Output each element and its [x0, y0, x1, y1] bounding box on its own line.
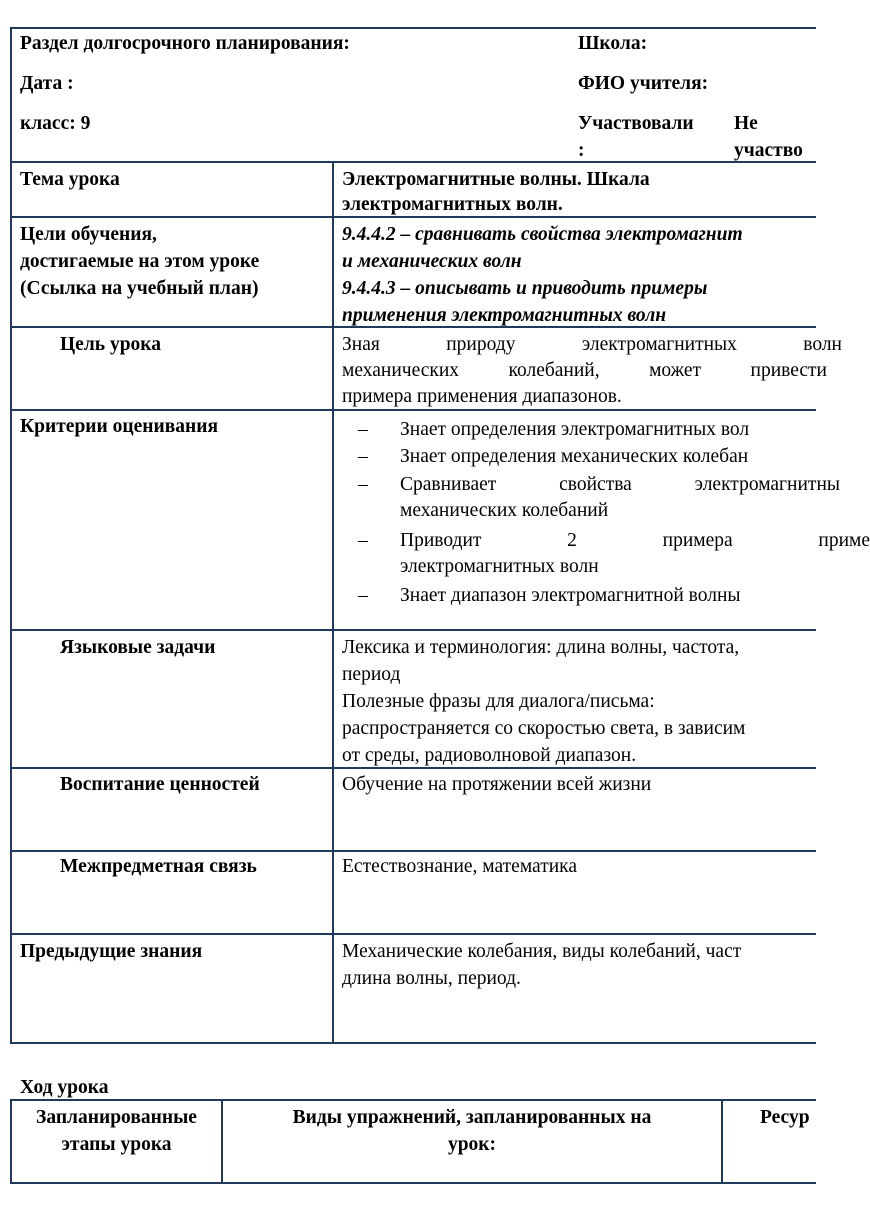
- criteria-item-text: Сравнивает свойства электромагнитны: [400, 474, 840, 495]
- goal-objective-1: 9.4.4.2 – сравнивать свойства электромагнит: [342, 224, 743, 245]
- cross-subject-label: Межпредметная связь: [60, 856, 257, 877]
- flow-col-stages-header: [12, 1104, 221, 1158]
- criteria-item-text-cont: механических колебаний: [400, 500, 609, 521]
- lesson-goal-value-line-3: примера применения диапазонов.: [342, 386, 622, 407]
- participated-label: Участвовали: [578, 113, 694, 134]
- lesson-goal-label: Цель урока: [60, 334, 161, 355]
- goals-label-line-2: достигаемые на этом уроке: [20, 251, 260, 272]
- row-divider: [10, 850, 816, 852]
- flow-col-stages-line-1: Запланированные: [36, 1107, 197, 1128]
- row-divider: [10, 161, 816, 163]
- language-value-line-4: распространяется со скоростью света, в зависим: [342, 718, 746, 739]
- criteria-label: Критерии оценивания: [20, 416, 219, 437]
- language-value-line-5: от среды, радиоволновой диапазон.: [342, 745, 637, 766]
- dash-bullet: –: [358, 419, 368, 440]
- goal-objective-1-cont: и механических волн: [342, 251, 522, 272]
- flow-table-top: [10, 1099, 816, 1101]
- goals-label-line-3: (Ссылка на учебный план): [20, 278, 259, 299]
- lesson-goal-value-line-2: механических колебаний, может привести: [342, 360, 827, 381]
- goals-label: Цели обучения,: [20, 224, 157, 245]
- language-value-line-1: Лексика и терминология: длина волны, частота,: [342, 637, 740, 658]
- criteria-item: [358, 582, 818, 609]
- criteria-item: [358, 443, 818, 470]
- topic-label: Тема урока: [20, 169, 120, 190]
- cross-subject-value: Естествознание, математика: [342, 856, 577, 877]
- prior-knowledge-value-line-1: Механические колебания, виды колебаний, част: [342, 941, 742, 962]
- row-divider: [10, 933, 816, 935]
- dash-bullet: –: [358, 474, 368, 495]
- date-label: Дата :: [20, 73, 74, 94]
- lesson-flow-title: Ход урока: [20, 1077, 109, 1098]
- flow-col-exercises-header: [223, 1104, 721, 1158]
- table-border-left: [10, 27, 12, 1044]
- topic-value: Электромагнитные волны. Шкала: [342, 169, 650, 190]
- prior-knowledge-label: Предыдущие знания: [20, 941, 203, 962]
- goal-objective-2: 9.4.4.3 – описывать и приводить примеры: [342, 278, 708, 299]
- criteria-item-text: Приводит 2 примера приме: [400, 530, 870, 551]
- school-label: Школа:: [578, 33, 648, 54]
- flow-col-stages-line-2: этапы урока: [61, 1134, 172, 1155]
- prior-knowledge-value-line-2: длина волны, период.: [342, 968, 521, 989]
- criteria-item: [358, 471, 840, 525]
- criteria-item-text: Знает определения механических колебан: [400, 446, 749, 467]
- criteria-item: [358, 527, 870, 581]
- criteria-item-text: Знает диапазон электромагнитной волны: [400, 585, 741, 606]
- flow-table-divider: [721, 1099, 723, 1184]
- values-label: Воспитание ценностей: [60, 774, 260, 795]
- goal-objective-2-cont: применения электромагнитных волн: [342, 305, 667, 326]
- not-participated-label-cont: участво: [734, 140, 803, 161]
- lesson-goal-value-line-1: Зная природу электромагнитных волн: [342, 334, 842, 355]
- flow-col-resources-header: Ресур: [760, 1107, 810, 1128]
- values-value: Обучение на протяжении всей жизни: [342, 774, 652, 795]
- dash-bullet: –: [358, 530, 368, 551]
- language-value-line-3: Полезные фразы для диалога/письма:: [342, 691, 655, 712]
- not-participated-label: Не: [734, 113, 758, 134]
- table-column-divider: [332, 162, 334, 1044]
- criteria-item: [358, 416, 818, 443]
- teacher-label: ФИО учителя:: [578, 73, 709, 94]
- topic-value-cont: электромагнитных волн.: [342, 194, 563, 215]
- row-divider: [10, 629, 816, 631]
- flow-table-bottom: [10, 1182, 816, 1184]
- criteria-item-text-cont: электромагнитных волн: [400, 556, 599, 577]
- language-label: Языковые задачи: [60, 637, 216, 658]
- table-border-bottom: [10, 1042, 816, 1044]
- flow-col-exercises-line-1: Виды упражнений, запланированных на: [292, 1107, 652, 1128]
- dash-bullet: –: [358, 585, 368, 606]
- section-label: Раздел долгосрочного планирования:: [20, 33, 350, 54]
- dash-bullet: –: [358, 446, 368, 467]
- table-border-top: [10, 27, 816, 29]
- class-label: класс: 9: [20, 113, 91, 134]
- criteria-item-text: Знает определения электромагнитных вол: [400, 419, 750, 440]
- participated-colon: :: [578, 140, 585, 161]
- flow-col-exercises-line-2: урок:: [447, 1134, 497, 1155]
- language-value-line-2: период: [342, 664, 401, 685]
